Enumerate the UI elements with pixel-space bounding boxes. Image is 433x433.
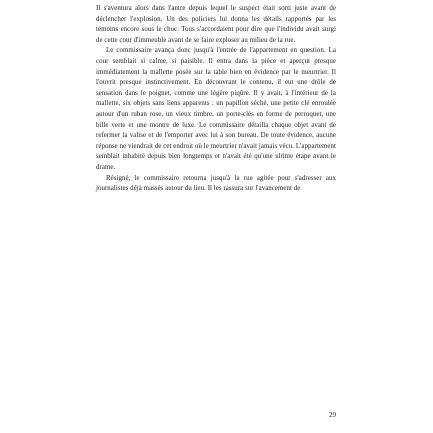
- paragraph-3: Résigné, le commissaire retourna jusqu'à la rue agitée pour s'adresser aux journalistes déjà massés autour du lieu. Il les rassura sur l'avancement de: [96, 174, 336, 193]
- page-number: 29: [329, 411, 336, 419]
- paragraph-1: Il s'aventura alors dans l'antre depuis lequel le suspect était sorti juste avant de déclencher l'explosion. Un des policiers lui donna les détails rapportés par les témoins encore sous le choc. Tous s'accordaient pour dire que l'individu avait surgi de cette cour d'immeuble avant de se faire exploser au milieu de la rue.: [96, 5, 336, 44]
- paragraph-2: Le commissaire avança donc jusqu'à l'entrée de l'appartement en question. La cour semblait si calme, si paisible. Il entra dans la pièce et aperçut presque immédiatement la mallette posée sur la table bien en évidence par le meurtrier. Il l'ouvrit presque instinctivement. En découvrant le contenu, il eut une drôle de sensation dans le poignet, comme une légère piqûre. Il y avait, à l'intérieur de la mallette, six objets sans liens apparents : un papillon séché, une petite clé enroulée autour d'un ruban rose, un vieux timbre, un porte-clés en forme de perroquet, une bille verte et une montre de luxe. Le commissaire détailla chaque objet avant de refermer la valise et de l'emporter avec lui à son bureau. De toute évidence, aucune réponse ne viendrait de cet endroit où le meurtrier n'avait jamais vécu. L'appartement semblait inhabité depuis bien longtemps et n'avait été qu'une ultime étape avant le drame.: [96, 47, 336, 171]
- body-text: [96, 4, 336, 195]
